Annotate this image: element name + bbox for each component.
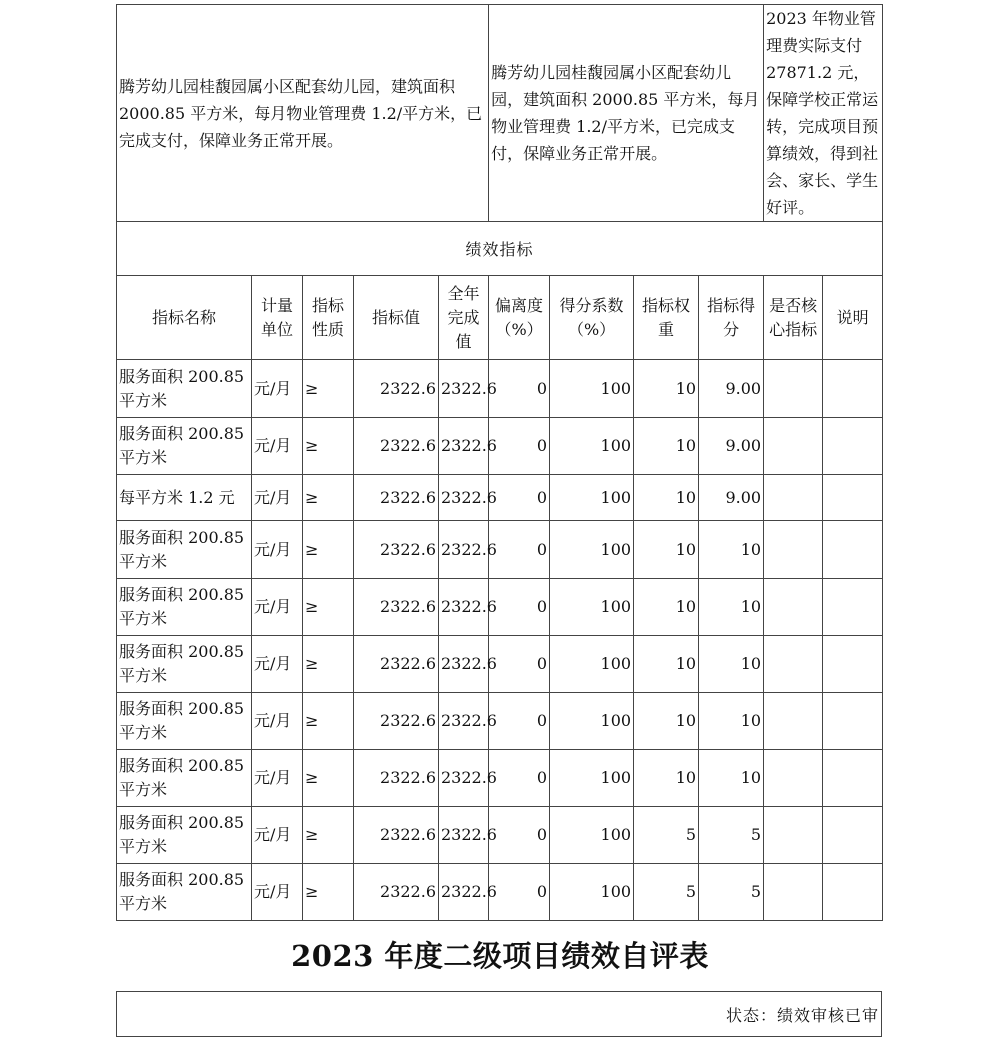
cell-core	[764, 360, 823, 418]
cell-score: 9.00	[699, 360, 764, 418]
cell-completed: 2322.6	[439, 521, 489, 579]
header-score: 指标得分	[699, 276, 764, 360]
cell-coef: 100	[550, 750, 634, 807]
section-title-row	[117, 222, 883, 276]
cell-score: 5	[699, 807, 764, 864]
status-box	[116, 991, 882, 1037]
cell-value: 2322.6	[354, 750, 439, 807]
cell-weight: 10	[634, 418, 699, 475]
cell-completed: 2322.6	[439, 750, 489, 807]
cell-nature: ≥	[303, 750, 354, 807]
cell-weight: 10	[634, 579, 699, 636]
cell-unit: 元/月	[252, 475, 303, 521]
description-cell-1: 腾芳幼儿园桂馥园属小区配套幼儿园，建筑面积 2000.85 平方米，每月物业管理费 1.2/平方米，已完成支付，保障业务正常开展。	[117, 5, 489, 222]
cell-value: 2322.6	[354, 693, 439, 750]
cell-core	[764, 807, 823, 864]
cell-coef: 100	[550, 864, 634, 921]
table-row	[117, 750, 883, 807]
cell-nature: ≥	[303, 636, 354, 693]
cell-nature: ≥	[303, 693, 354, 750]
cell-coef: 100	[550, 418, 634, 475]
cell-note	[823, 475, 883, 521]
cell-completed: 2322.6	[439, 693, 489, 750]
description-cell-3: 2023 年物业管理费实际支付 27871.2 元，保障学校正常运转，完成项目预算绩效，得到社会、家长、学生好评。	[764, 5, 883, 222]
cell-nature: ≥	[303, 475, 354, 521]
cell-nature: ≥	[303, 579, 354, 636]
cell-name: 服务面积 200.85 平方米	[117, 864, 252, 921]
cell-coef: 100	[550, 579, 634, 636]
header-completed: 全年完成值	[439, 276, 489, 360]
cell-name: 每平方米 1.2 元	[117, 475, 252, 521]
cell-name: 服务面积 200.85 平方米	[117, 579, 252, 636]
cell-deviation: 0	[489, 360, 550, 418]
header-value: 指标值	[354, 276, 439, 360]
cell-nature: ≥	[303, 418, 354, 475]
cell-unit: 元/月	[252, 579, 303, 636]
cell-score: 5	[699, 864, 764, 921]
cell-score: 10	[699, 750, 764, 807]
cell-value: 2322.6	[354, 418, 439, 475]
header-note: 说明	[823, 276, 883, 360]
cell-core	[764, 693, 823, 750]
section-title: 绩效指标	[117, 222, 883, 276]
cell-deviation: 0	[489, 750, 550, 807]
cell-name: 服务面积 200.85 平方米	[117, 360, 252, 418]
cell-coef: 100	[550, 636, 634, 693]
cell-completed: 2322.6	[439, 864, 489, 921]
cell-completed: 2322.6	[439, 807, 489, 864]
cell-note	[823, 418, 883, 475]
cell-completed: 2322.6	[439, 636, 489, 693]
cell-name: 服务面积 200.85 平方米	[117, 636, 252, 693]
cell-score: 9.00	[699, 475, 764, 521]
cell-coef: 100	[550, 360, 634, 418]
table-row	[117, 521, 883, 579]
cell-weight: 10	[634, 636, 699, 693]
cell-core	[764, 579, 823, 636]
cell-deviation: 0	[489, 864, 550, 921]
header-name: 指标名称	[117, 276, 252, 360]
document-title: 2023 年度二级项目绩效自评表	[291, 939, 709, 973]
table-row	[117, 475, 883, 521]
cell-deviation: 0	[489, 521, 550, 579]
header-weight: 指标权重	[634, 276, 699, 360]
cell-core	[764, 750, 823, 807]
cell-deviation: 0	[489, 475, 550, 521]
cell-unit: 元/月	[252, 521, 303, 579]
header-deviation: 偏离度（%）	[489, 276, 550, 360]
cell-nature: ≥	[303, 521, 354, 579]
cell-coef: 100	[550, 521, 634, 579]
table-row	[117, 636, 883, 693]
cell-core	[764, 521, 823, 579]
cell-value: 2322.6	[354, 475, 439, 521]
cell-core	[764, 636, 823, 693]
cell-deviation: 0	[489, 418, 550, 475]
cell-note	[823, 360, 883, 418]
header-unit: 计量单位	[252, 276, 303, 360]
cell-deviation: 0	[489, 636, 550, 693]
cell-note	[823, 693, 883, 750]
cell-unit: 元/月	[252, 693, 303, 750]
table-row	[117, 864, 883, 921]
cell-unit: 元/月	[252, 360, 303, 418]
cell-unit: 元/月	[252, 418, 303, 475]
cell-unit: 元/月	[252, 807, 303, 864]
table-row	[117, 360, 883, 418]
cell-score: 10	[699, 579, 764, 636]
cell-completed: 2322.6	[439, 418, 489, 475]
cell-score: 9.00	[699, 418, 764, 475]
cell-core	[764, 418, 823, 475]
header-core: 是否核心指标	[764, 276, 823, 360]
table-row	[117, 693, 883, 750]
table-row	[117, 418, 883, 475]
cell-value: 2322.6	[354, 864, 439, 921]
cell-weight: 10	[634, 521, 699, 579]
cell-score: 10	[699, 693, 764, 750]
table-row	[117, 579, 883, 636]
cell-score: 10	[699, 636, 764, 693]
cell-name: 服务面积 200.85 平方米	[117, 418, 252, 475]
header-nature: 指标性质	[303, 276, 354, 360]
cell-name: 服务面积 200.85 平方米	[117, 693, 252, 750]
cell-completed: 2322.6	[439, 579, 489, 636]
cell-core	[764, 864, 823, 921]
description-cell-2: 腾芳幼儿园桂馥园属小区配套幼儿园，建筑面积 2000.85 平方米，每月物业管理费 1.2/平方米，已完成支付，保障业务正常开展。	[489, 5, 764, 222]
cell-weight: 10	[634, 360, 699, 418]
cell-note	[823, 750, 883, 807]
cell-completed: 2322.6	[439, 360, 489, 418]
cell-value: 2322.6	[354, 807, 439, 864]
cell-coef: 100	[550, 693, 634, 750]
cell-note	[823, 636, 883, 693]
cell-nature: ≥	[303, 807, 354, 864]
cell-weight: 5	[634, 864, 699, 921]
cell-note	[823, 579, 883, 636]
cell-weight: 10	[634, 475, 699, 521]
cell-name: 服务面积 200.85 平方米	[117, 807, 252, 864]
cell-unit: 元/月	[252, 864, 303, 921]
cell-coef: 100	[550, 475, 634, 521]
cell-coef: 100	[550, 807, 634, 864]
cell-value: 2322.6	[354, 360, 439, 418]
cell-value: 2322.6	[354, 579, 439, 636]
cell-core	[764, 475, 823, 521]
cell-nature: ≥	[303, 360, 354, 418]
cell-note	[823, 807, 883, 864]
description-row	[117, 5, 883, 222]
performance-table	[116, 4, 883, 921]
cell-score: 10	[699, 521, 764, 579]
cell-deviation: 0	[489, 693, 550, 750]
cell-name: 服务面积 200.85 平方米	[117, 521, 252, 579]
header-coef: 得分系数（%）	[550, 276, 634, 360]
cell-completed: 2322.6	[439, 475, 489, 521]
table-row	[117, 807, 883, 864]
cell-deviation: 0	[489, 807, 550, 864]
cell-value: 2322.6	[354, 521, 439, 579]
status-text: 状态：绩效审核已审	[725, 1006, 879, 1025]
cell-weight: 5	[634, 807, 699, 864]
cell-note	[823, 864, 883, 921]
cell-unit: 元/月	[252, 750, 303, 807]
cell-weight: 10	[634, 693, 699, 750]
header-row	[117, 276, 883, 360]
cell-nature: ≥	[303, 864, 354, 921]
cell-name: 服务面积 200.85 平方米	[117, 750, 252, 807]
cell-value: 2322.6	[354, 636, 439, 693]
cell-unit: 元/月	[252, 636, 303, 693]
cell-note	[823, 521, 883, 579]
cell-deviation: 0	[489, 579, 550, 636]
cell-weight: 10	[634, 750, 699, 807]
